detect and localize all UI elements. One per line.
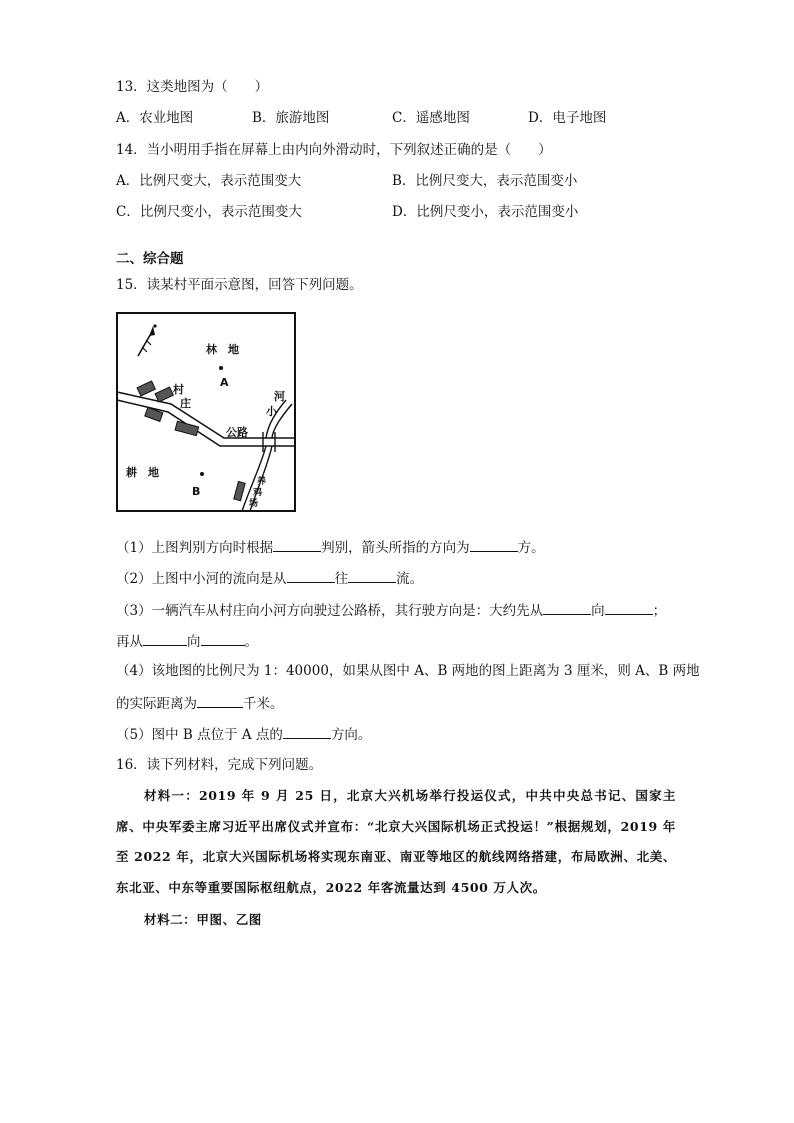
material-1-paragraph: 材料一：2019 年 9 月 25 日，北京大兴机场举行投运仪式，中共中央总书记、国家主席、中央军委主席习近平出席仪式并宣布：“北京大兴国际机场正式投运！”根据规划，2019 年至 2022 年，北京大兴国际机场将实现东南亚、南亚等地区的航线网络搭建，布局欧洲、北美、东北亚、中东等重要国际枢纽航点，2022 年客流量达到 4500 万人次。 — [116, 788, 676, 895]
question-15-sub-3-line-1 — [116, 600, 666, 620]
point-a-dot — [219, 366, 223, 370]
question-14-option-c: C．比例尺变小，表示范围变大 — [116, 204, 302, 220]
question-15-sub-5 — [116, 724, 371, 744]
sub-3-text-b: 向 — [591, 603, 605, 619]
question-15-sub-1 — [116, 537, 545, 557]
section-title: 二、综合题 — [116, 251, 184, 267]
map-label-road: 公路 — [226, 426, 248, 439]
question-15-sub-4-line-1: （4）该地图的比例尺为 1：40000，如果从图中 A、B 两地的图上距离为 3 厘米，则 A、B 两地 — [116, 663, 700, 679]
question-14-option-d: D．比例尺变小，表示范围变小 — [392, 204, 579, 220]
map-label-point-b: B — [192, 485, 201, 498]
village-map — [116, 312, 296, 512]
answer-blank[interactable] — [287, 568, 335, 583]
answer-blank[interactable] — [543, 600, 591, 615]
sub-2-text-a: （2）上图中小河的流向是从 — [116, 571, 287, 587]
map-label-river-2: 小 — [266, 405, 277, 418]
question-14-option-b: B．比例尺变大，表示范围变小 — [392, 173, 578, 189]
question-13-option-b: B．旅游地图 — [252, 110, 330, 126]
answer-blank[interactable] — [283, 724, 331, 739]
question-14-stem: 14．当小明用手指在屏幕上由内向外滑动时，下列叙述正确的是（ ） — [116, 142, 552, 158]
sub-1-text-a: （1）上图判别方向时根据 — [116, 540, 274, 556]
answer-blank[interactable] — [197, 693, 243, 708]
answer-blank[interactable] — [348, 568, 396, 583]
question-15-stem: 15．读某村平面示意图，回答下列问题。 — [116, 277, 363, 293]
map-label-farm-2: 鸡 — [253, 488, 263, 498]
sub-1-text-b: 判别，箭头所指的方向为 — [321, 540, 470, 556]
sub-3-text-f: 。 — [244, 634, 258, 650]
map-label-river-1: 河 — [274, 390, 285, 403]
map-label-village-1: 村 — [173, 383, 184, 396]
answer-blank[interactable] — [605, 600, 653, 615]
point-b-dot — [200, 472, 204, 476]
sub-2-text-b: 往 — [334, 571, 349, 587]
question-15-sub-3-line-2 — [116, 631, 258, 651]
question-16-stem: 16．读下列材料，完成下列问题。 — [116, 757, 323, 773]
answer-blank[interactable] — [201, 631, 245, 646]
map-label-farmland: 耕 地 — [126, 466, 159, 479]
sub-5-text-b: 方向。 — [330, 727, 372, 743]
sub-3-text-d: 再从 — [116, 634, 143, 650]
sub-1-text-c: 方。 — [517, 540, 545, 556]
map-label-village-2: 庄 — [180, 397, 191, 410]
question-15-sub-2 — [116, 568, 423, 588]
material-2-paragraph: 材料二：甲图、乙图 — [144, 912, 262, 927]
question-13-stem: 13．这类地图为（ ） — [116, 79, 269, 95]
question-13-option-d: D．电子地图 — [528, 110, 607, 126]
map-label-farm-1: 养 — [257, 477, 267, 487]
sub-5-text-a: （5）图中 B 点位于 A 点的 — [116, 727, 283, 743]
question-14-option-a: A．比例尺变大，表示范围变大 — [116, 173, 302, 189]
question-13-option-a: A．农业地图 — [116, 110, 194, 126]
sub-3-text-e: 向 — [187, 634, 201, 650]
question-13-option-c: C．遥感地图 — [392, 110, 470, 126]
map-label-point-a: A — [220, 376, 229, 389]
question-15-sub-4-line-2 — [116, 693, 284, 713]
sub-3-text-a: （3）一辆汽车从村庄向小河方向驶过公路桥，其行驶方向是：大约先从 — [116, 603, 544, 619]
sub-2-text-c: 流。 — [396, 571, 424, 587]
answer-blank[interactable] — [470, 537, 518, 552]
answer-blank[interactable] — [143, 631, 187, 646]
map-label-farm-3: 场 — [249, 499, 259, 509]
map-label-forest: 林 地 — [206, 343, 239, 356]
answer-blank[interactable] — [273, 537, 321, 552]
sub-4-text-b: 的实际距离为 — [116, 696, 197, 712]
sub-3-text-c: ； — [652, 603, 667, 619]
sub-4-text-c: 千米。 — [243, 696, 284, 712]
